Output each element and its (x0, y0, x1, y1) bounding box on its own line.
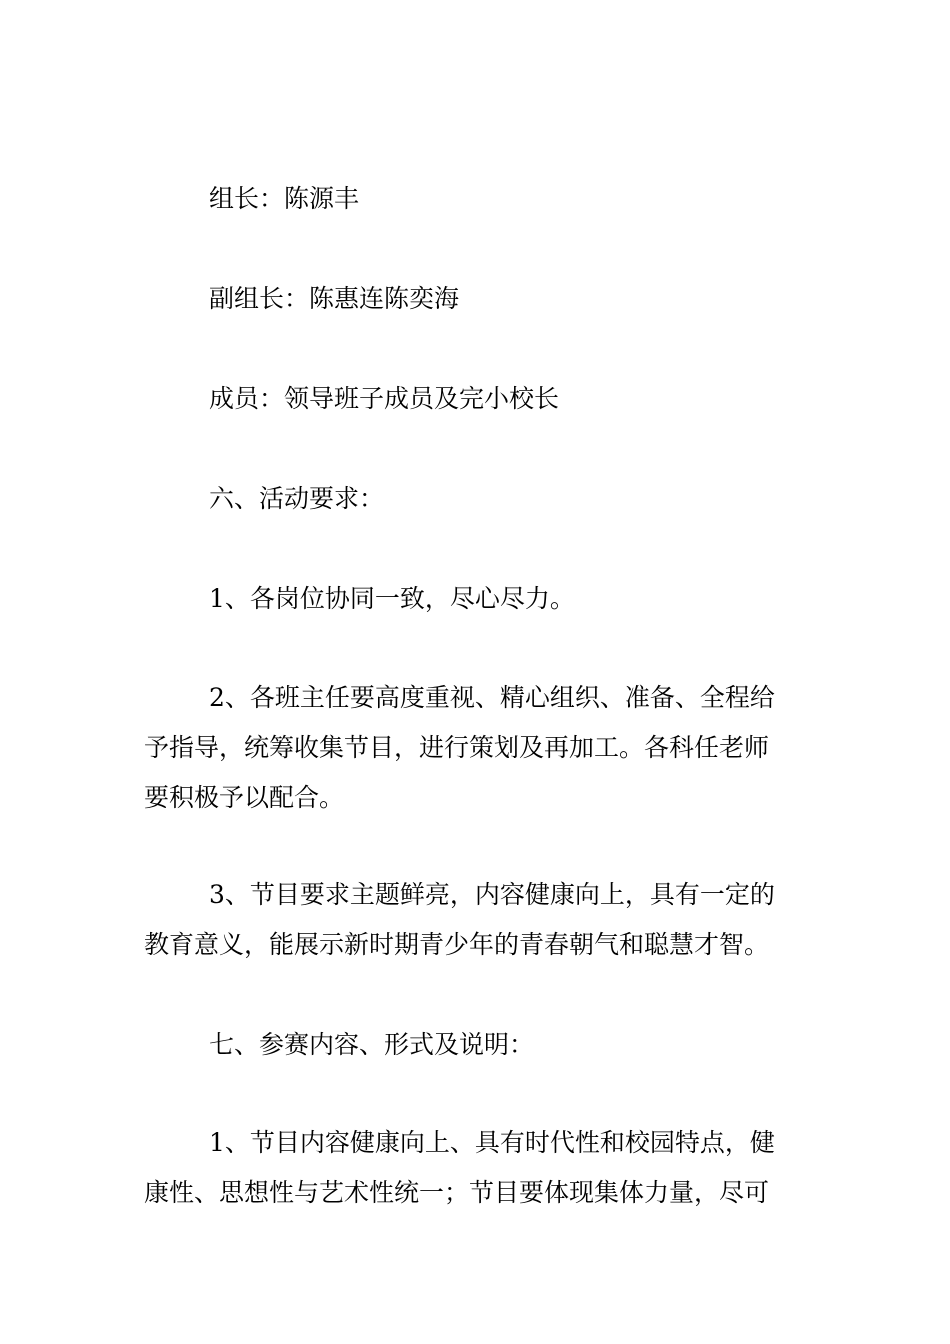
leader-line: 组长：陈源丰 (209, 184, 360, 213)
requirement-2-line-1: 2、各班主任要高度重视、精心组织、准备、全程给 (209, 683, 775, 712)
members-line: 成员：领导班子成员及完小校长 (209, 384, 560, 413)
requirement-3-line-1: 3、节目要求主题鲜亮，内容健康向上，具有一定的 (209, 880, 775, 909)
section-7-heading: 七、参赛内容、形式及说明： (209, 1030, 535, 1059)
content-1-line-1: 1、节目内容健康向上、具有时代性和校园特点，健 (209, 1128, 775, 1157)
requirement-1: 1、各岗位协同一致，尽心尽力。 (209, 584, 575, 613)
requirement-2-line-3: 要积极予以配合。 (144, 783, 345, 812)
section-6-heading: 六、活动要求： (209, 484, 385, 513)
vice-leader-line: 副组长：陈惠连陈奕海 (209, 284, 460, 313)
requirement-3-line-2: 教育意义，能展示新时期青少年的青春朝气和聪慧才智。 (144, 930, 770, 959)
content-1-line-2: 康性、思想性与艺术性统一；节目要体现集体力量，尽可 (144, 1178, 770, 1207)
requirement-2-line-2: 予指导，统筹收集节目，进行策划及再加工。各科任老师 (144, 733, 770, 762)
